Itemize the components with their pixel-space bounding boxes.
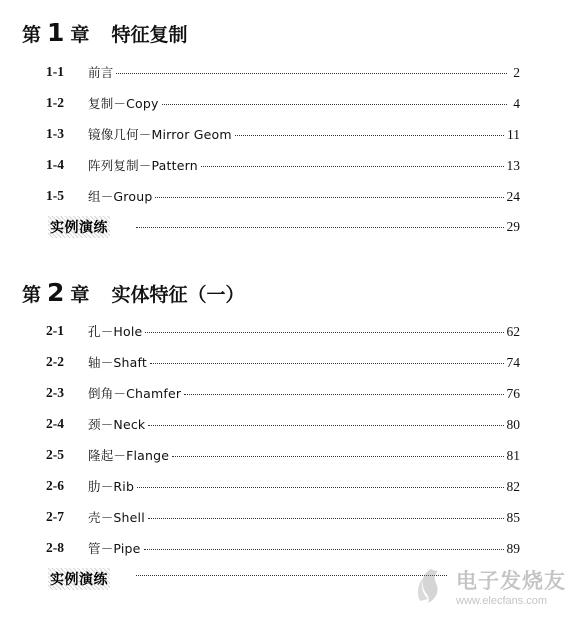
toc-entry[interactable] xyxy=(0,408,580,439)
entry-number: 2-1 xyxy=(46,322,64,338)
entry-title: 壳－Shell xyxy=(88,509,145,525)
entry-page: 74 xyxy=(506,354,520,370)
toc-entry[interactable] xyxy=(0,532,580,563)
entry-page: 76 xyxy=(506,385,520,401)
entry-number: 2-2 xyxy=(46,353,64,369)
entry-number: 1-1 xyxy=(46,63,64,79)
dot-leader xyxy=(148,518,504,519)
toc-entry[interactable] xyxy=(0,346,580,377)
elecfans-logo-icon xyxy=(408,563,454,609)
toc-entry[interactable] xyxy=(0,180,580,211)
entry-number: 1-5 xyxy=(46,187,64,203)
entry-page: 81 xyxy=(506,447,520,463)
dot-leader xyxy=(155,197,503,198)
entry-number: 1-3 xyxy=(46,125,64,141)
entry-page: 11 xyxy=(507,126,520,142)
dot-leader xyxy=(172,456,503,457)
toc-entry[interactable] xyxy=(0,118,580,149)
dot-leader xyxy=(201,166,504,167)
entry-title: 前言 xyxy=(88,64,114,80)
toc-entry[interactable] xyxy=(0,315,580,346)
dot-leader xyxy=(116,73,507,74)
dot-leader xyxy=(162,104,507,105)
chapter-1-entries xyxy=(0,56,580,242)
entry-title: 组－Group xyxy=(88,188,153,204)
entry-page: 85 xyxy=(506,509,520,525)
entry-number: 2-8 xyxy=(46,539,64,555)
entry-title: 管－Pipe xyxy=(88,540,141,556)
chapter-prefix: 第 xyxy=(22,284,42,306)
entry-title: 隆起－Flange xyxy=(88,447,170,463)
entry-number: 2-7 xyxy=(46,508,64,524)
dot-leader xyxy=(184,394,503,395)
chapter-1-heading xyxy=(22,18,187,48)
entry-page: 4 xyxy=(513,95,520,111)
toc-entry[interactable] xyxy=(0,377,580,408)
toc-entry[interactable] xyxy=(0,149,580,180)
entry-number: 2-3 xyxy=(46,384,64,400)
dot-leader xyxy=(137,487,503,488)
watermark-url: www.elecfans.com xyxy=(456,595,548,607)
dot-leader xyxy=(150,363,504,364)
toc-entry[interactable] xyxy=(0,87,580,118)
chapter-number: 1 xyxy=(47,18,65,47)
toc-entry[interactable] xyxy=(0,56,580,87)
chapter-suffix: 章 xyxy=(70,284,90,306)
entry-page: 80 xyxy=(506,416,520,432)
entry-page: 89 xyxy=(506,540,520,556)
entry-page: 24 xyxy=(506,188,520,204)
dot-leader xyxy=(148,425,503,426)
practice-entry[interactable] xyxy=(0,211,580,242)
practice-label: 实例演练 xyxy=(48,216,110,238)
entry-number: 2-6 xyxy=(46,477,64,493)
chapter-number: 2 xyxy=(47,278,65,307)
toc-entry[interactable] xyxy=(0,470,580,501)
entry-title: 阵列复制－Pattern xyxy=(88,157,198,173)
elecfans-watermark xyxy=(408,563,566,609)
toc-entry[interactable] xyxy=(0,501,580,532)
dot-leader xyxy=(235,135,504,136)
watermark-text: 电子发烧友 xyxy=(456,569,566,593)
dot-leader xyxy=(136,575,447,576)
chapter-suffix: 章 xyxy=(70,24,90,46)
entry-page: 62 xyxy=(506,323,520,339)
dot-leader xyxy=(144,549,504,550)
entry-page: 82 xyxy=(506,478,520,494)
entry-title: 复制－Copy xyxy=(88,95,159,111)
entry-title: 倒角－Chamfer xyxy=(88,385,182,401)
dot-leader xyxy=(145,332,503,333)
entry-title: 颈－Neck xyxy=(88,416,146,432)
toc-entry[interactable] xyxy=(0,439,580,470)
chapter-title: 实体特征（一） xyxy=(111,284,245,306)
chapter-prefix: 第 xyxy=(22,24,42,46)
chapter-2-heading xyxy=(22,278,244,308)
entry-number: 1-4 xyxy=(46,156,64,172)
entry-number: 2-5 xyxy=(46,446,64,462)
practice-label: 实例演练 xyxy=(48,568,110,590)
entry-number: 2-4 xyxy=(46,415,64,431)
entry-title: 肋－Rib xyxy=(88,478,135,494)
chapter-2-entries xyxy=(0,315,580,594)
entry-page: 13 xyxy=(506,157,520,173)
entry-number: 1-2 xyxy=(46,94,64,110)
entry-title: 孔－Hole xyxy=(88,323,143,339)
dot-leader xyxy=(136,227,504,228)
entry-page: 2 xyxy=(513,64,520,80)
entry-title: 镜像几何－Mirror Geom xyxy=(88,126,232,142)
entry-page: 29 xyxy=(506,218,520,234)
entry-title: 轴－Shaft xyxy=(88,354,147,370)
chapter-title: 特征复制 xyxy=(111,24,188,46)
